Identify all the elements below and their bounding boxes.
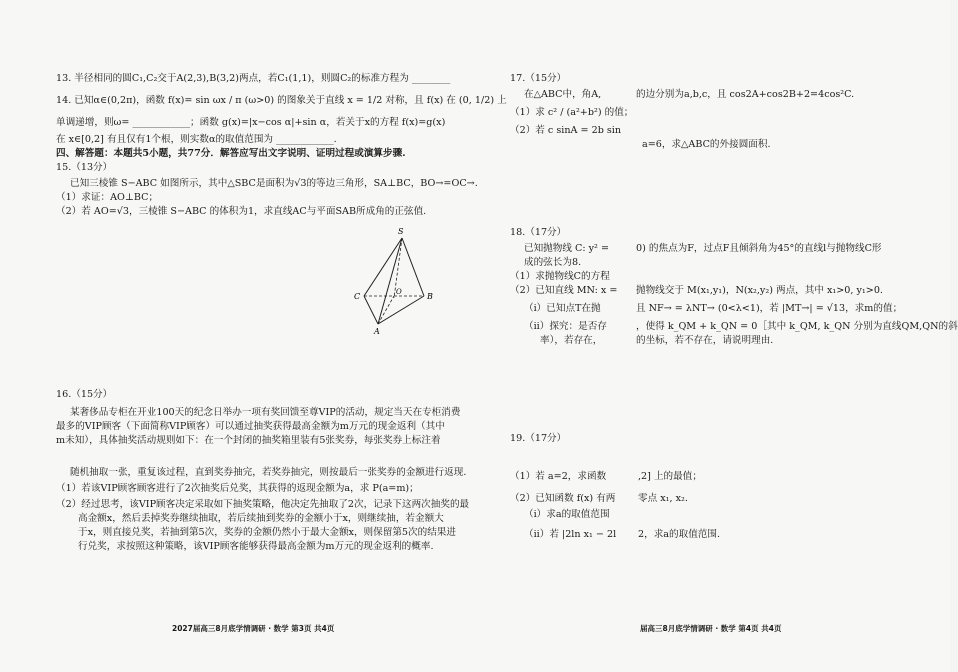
vertex-label-o: O bbox=[396, 288, 402, 296]
question-16-part-2-line-2: 高金额x，然后丢掉奖券继续抽取，若后续抽到奖券的金额小于x，则继续抽，若金额大 bbox=[78, 513, 444, 524]
question-18-part-1: （1）求抛物线C的方程 bbox=[510, 271, 610, 282]
question-13: 13. 半径相同的圆C₁,C₂交于A(2,3),B(3,2)两点，若C₁(1,1)，则圆C₂的标准方程为 ________ bbox=[56, 73, 451, 84]
question-15-stem: 已知三棱锥 S−ABC 如图所示，其中△SBC是面积为√3的等边三角形，SA⊥BC，BO→=OC→. bbox=[70, 178, 478, 189]
question-19-part-1-end: ,2] 上的最值； bbox=[638, 471, 702, 482]
question-18-stem-end: 0) 的焦点为F，过点F且倾斜角为45°的直线l与抛物线C形 bbox=[636, 243, 882, 254]
question-17-stem-end: 的边分别为a,b,c，且 cos2A+cos2B+2=4cos²C. bbox=[636, 89, 855, 100]
question-18-stem-start: 已知抛物线 C: y² = bbox=[524, 243, 609, 254]
question-17-part-2-end: a=6，求△ABC的外接圆面积. bbox=[642, 139, 771, 150]
question-16-stem-3: m未知），具体抽奖活动规则如下：在一个封闭的抽奖箱里装有5张奖券，每张奖券上标注着 bbox=[56, 435, 441, 446]
question-18-part-2-start: （2）已知直线 MN: x = bbox=[510, 285, 618, 296]
section-heading-answers: 四、解答题：本题共5小题，共77分．解答应写出文字说明、证明过程或演算步骤. bbox=[56, 148, 406, 159]
question-15-part-2: （2）若 AO=√3，三棱锥 S−ABC 的体积为1，求直线AC与平面SAB所成角的正弦值. bbox=[56, 206, 427, 217]
question-16-stem-2: 最多的VIP顾客（下面简称VIP顾客）可以通过抽奖获得最高金额为m万元的现金返利（其中 bbox=[56, 421, 445, 432]
question-16-part-1: （1）若该VIP顾客顾客进行了2次抽奖后兑奖，其获得的返现金额为a，求 P(a=m)； bbox=[56, 483, 419, 494]
vertex-label-c: C bbox=[354, 292, 361, 301]
question-19-part-2-ii-end: 2，求a的取值范围. bbox=[638, 529, 721, 540]
question-19-part-2-start: （2）已知函数 f(x) 有两 bbox=[510, 493, 616, 504]
question-18-part-2-i-end: 且 NF→ = λNT→ (0<λ<1)，若 |MT→| = √13，求m的值； bbox=[636, 303, 903, 314]
question-19 bbox=[510, 432, 906, 542]
question-18 bbox=[510, 226, 958, 348]
question-18-part-2-i-start: （i）已知点T在抛 bbox=[524, 303, 601, 314]
question-16 bbox=[56, 388, 470, 554]
question-16-part-2-line-4: 行兑奖，求按照这种策略，该VIP顾客能够获得最高金额为m万元的现金返利的概率. bbox=[78, 541, 434, 552]
question-15-header: 15.（13分） bbox=[56, 162, 113, 173]
question-14-line-1: 14. 已知α∈(0,2π)，函数 f(x)= sin ωx / π (ω>0) 的图象关于直线 x = 1/2 对称，且 f(x) 在 (0, 1/2) 上 bbox=[56, 95, 507, 106]
question-16-header: 16.（15分） bbox=[56, 389, 113, 400]
vertex-label-a: A bbox=[374, 327, 380, 336]
question-18-stem-2: 成的弦长为8. bbox=[524, 257, 582, 268]
question-19-part-2-i: （i）求a的取值范围 bbox=[524, 509, 610, 520]
question-17-part-1: （1）求 c² / (a²+b²) 的值； bbox=[510, 107, 634, 118]
question-16-part-2-line-1: （2）经过思考，该VIP顾客决定采取如下抽奖策略，他决定先抽取了2次，记录下这两次抽奖的最 bbox=[56, 499, 470, 510]
question-17-stem-start: 在△ABC中，角A, bbox=[524, 89, 602, 100]
question-15-part-1: （1）求证：AO⊥BC； bbox=[56, 192, 159, 203]
question-18-part-2-ii-start: （ii）探究：是否存 bbox=[524, 321, 607, 332]
question-19-header: 19.（17分） bbox=[510, 433, 567, 444]
question-18-part-2-ii-cont-end: 的坐标，若不存在，请说明理由. bbox=[636, 335, 774, 346]
question-16-part-2-line-3: 于x，则直接兑奖，若抽到第5次，奖券的金额仍然小于最大金额x，则保留第5次的结果进 bbox=[78, 527, 456, 538]
page-footer-left: 2027届高三8月底学情调研 · 数学 第3页 共4页 bbox=[172, 624, 335, 633]
page-footer-right: 届高三8月底学情调研 · 数学 第4页 共4页 bbox=[640, 624, 782, 633]
question-17-part-2-start: （2）若 c sinA = 2b sin bbox=[510, 125, 622, 136]
question-18-part-2-ii-end: ，使得 k_QM + k_QN = 0［其中 k_QM, k_QN 分别为直线QM,QN的斜 bbox=[636, 321, 958, 332]
left-page bbox=[56, 66, 507, 552]
pyramid-figure bbox=[352, 227, 492, 336]
question-19-part-2-end: 零点 x₁, x₂. bbox=[638, 493, 688, 504]
vertex-label-b: B bbox=[427, 292, 433, 301]
vertex-label-s: S bbox=[398, 227, 404, 236]
question-18-header: 18.（17分） bbox=[510, 227, 567, 238]
question-19-part-1-start: （1）若 a=2，求函数 bbox=[510, 471, 607, 482]
question-14-line-2: 单调递增，则ω= ____________；函数 g(x)=|x−cos α|+sin α，若关于x的方程 f(x)=g(x) bbox=[56, 117, 446, 128]
question-16-stem-4: 随机抽取一张，重复该过程，直到奖券抽完，若奖券抽完，则按最后一张奖券的金额进行返现. bbox=[70, 467, 467, 478]
question-18-part-2-ii-cont-start: 率），若存在， bbox=[540, 335, 603, 346]
question-19-part-2-ii-start: （ii）若 |2ln x₁ − 2l bbox=[524, 529, 617, 540]
question-18-part-2-end: 抛物线交于 M(x₁,y₁)，N(x₂,y₂) 两点，其中 x₁>0, y₁>0. bbox=[636, 285, 883, 296]
question-17-header: 17.（15分） bbox=[510, 73, 567, 84]
question-14-line-3: 在 x∈[0,2] 有且仅有1个根，则实数α的取值范围为 ____________. bbox=[56, 134, 337, 145]
question-16-stem-1: 某奢侈品专柜在开业100天的纪念日举办一项有奖回馈至尊VIP的活动，规定当天在专柜消费 bbox=[70, 407, 461, 418]
question-17 bbox=[510, 72, 855, 150]
